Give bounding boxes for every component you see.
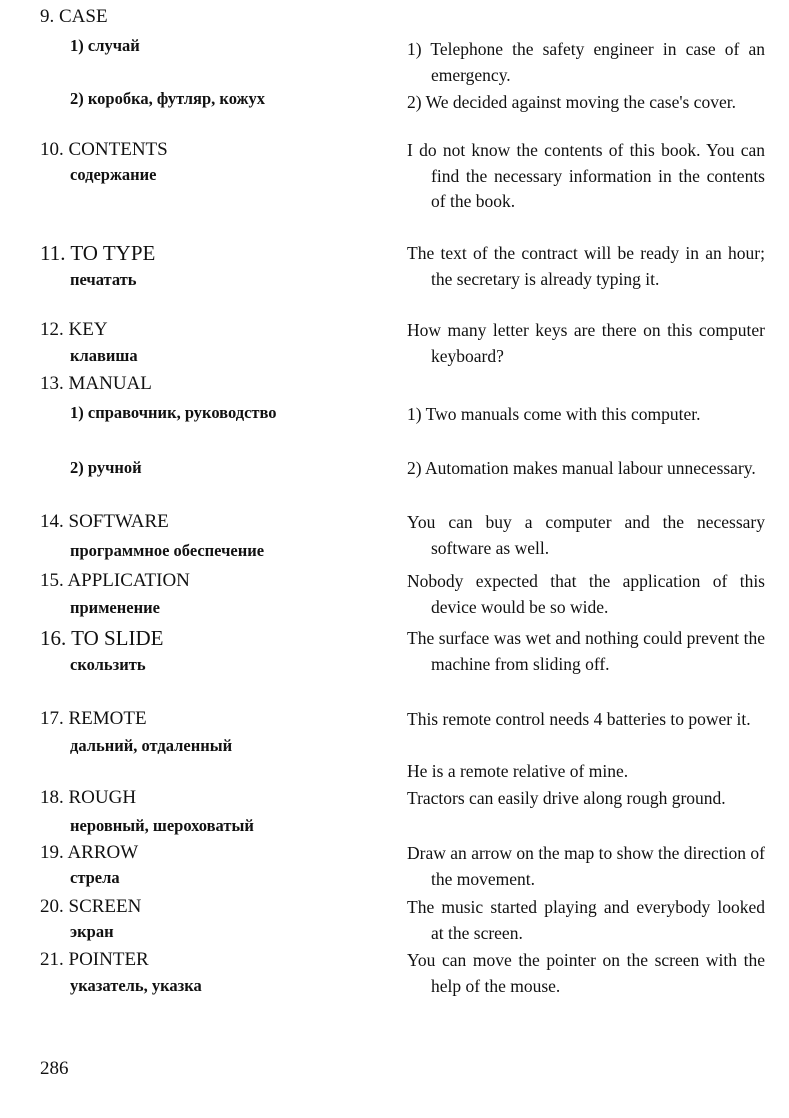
entry-term: 17. REMOTE (40, 708, 147, 729)
entry-translation: 1) случай (70, 36, 140, 55)
entry-example: The surface was wet and nothing could prevent the machine from sliding off. (407, 628, 765, 674)
entry-term: 11. TO TYPE (40, 241, 156, 265)
entry-term: 16. TO SLIDE (40, 626, 164, 650)
entry-translation: дальний, отдаленный (70, 736, 233, 755)
entry-example: 1) Two manuals come with this computer. (407, 404, 701, 424)
entry-example: You can buy a computer and the necessary software as well. (407, 512, 765, 558)
entry-example: You can move the pointer on the screen with the help of the mouse. (407, 950, 765, 996)
entry-translation: содержание (70, 165, 157, 184)
entry-term: 10. CONTENTS (40, 139, 168, 160)
page-number: 286 (40, 1058, 69, 1079)
entry-translation: 2) ручной (70, 458, 142, 477)
entry-term: 12. KEY (40, 319, 108, 340)
entry-example: 2) We decided against moving the case's cover. (407, 92, 736, 112)
entry-translation: скользить (70, 655, 146, 674)
entry-example: 2) Automation makes manual labour unnecessary. (407, 458, 756, 478)
entry-translation: 2) коробка, футляр, кожух (70, 89, 265, 108)
entry-example: I do not know the contents of this book. You can find the necessary information in the contents of the book. (407, 140, 765, 211)
entry-term: 14. SOFTWARE (40, 511, 169, 532)
entry-translation: печатать (70, 270, 137, 289)
entry-term: 21. POINTER (40, 949, 149, 970)
entry-term: 15. APPLICATION (40, 570, 190, 591)
entry-translation: применение (70, 598, 160, 617)
entry-example: The music started playing and everybody looked at the screen. (407, 897, 765, 943)
entry-example: Nobody expected that the application of this device would be so wide. (407, 571, 765, 617)
entry-example: This remote control needs 4 batteries to power it. (407, 709, 751, 729)
entry-example: He is a remote relative of mine. (407, 761, 629, 781)
entry-example: How many letter keys are there on this computer keyboard? (407, 320, 765, 366)
entry-translation: указатель, указка (70, 976, 202, 995)
entry-translation: стрела (70, 868, 120, 887)
entry-term: 19. ARROW (40, 842, 139, 863)
entry-translation: программное обеспечение (70, 541, 265, 560)
entry-translation: клавиша (70, 346, 138, 365)
entry-translation: неровный, шероховатый (70, 816, 254, 835)
entry-term: 9. CASE (40, 6, 108, 27)
entry-term: 18. ROUGH (40, 787, 137, 808)
entry-translation: экран (70, 922, 114, 941)
entry-example: Tractors can easily drive along rough ground. (407, 788, 726, 808)
entry-term: 13. MANUAL (40, 373, 152, 394)
entry-translation: 1) справочник, руководство (70, 403, 277, 422)
entry-example: 1) Telephone the safety engineer in case of an emergency. (407, 39, 765, 85)
entry-example: The text of the contract will be ready in an hour; the secretary is already typing it. (407, 243, 765, 289)
entry-term: 20. SCREEN (40, 896, 142, 917)
entry-example: Draw an arrow on the map to show the direction of the movement. (407, 843, 765, 889)
